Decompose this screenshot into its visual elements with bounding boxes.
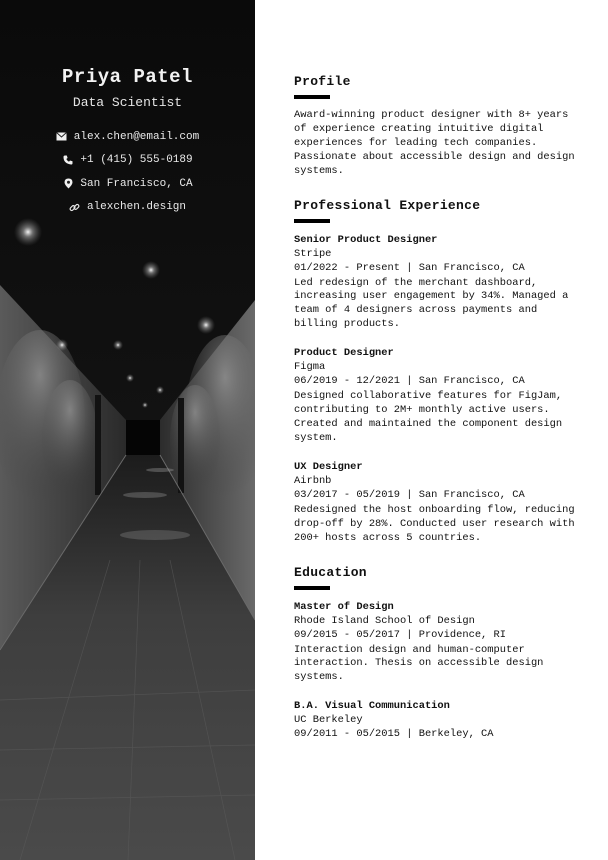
link-icon — [69, 201, 81, 213]
job-role: Product Designer — [294, 347, 394, 360]
education-section — [294, 565, 579, 743]
contact-website[interactable] — [0, 196, 255, 220]
job-description: Redesigned the host onboarding flow, reducing drop-off by 28%. Conducted user research with 200+ hosts across 5 countries. — [294, 503, 575, 544]
job-dates-location: 03/2017 - 05/2019 | San Francisco, CA — [294, 488, 525, 501]
contact-location-text: San Francisco, CA — [80, 177, 193, 190]
contact-phone-text: +1 (415) 555-0189 — [80, 154, 193, 167]
contact-website-text: alexchen.design — [86, 201, 187, 214]
experience-entry — [294, 346, 579, 446]
job-title: Data Scientist — [72, 95, 183, 110]
job-dates-location: 01/2022 - Present | San Francisco, CA — [294, 261, 525, 274]
experience-entry — [294, 233, 579, 333]
phone-icon — [62, 154, 74, 166]
contact-email[interactable] — [0, 125, 255, 149]
experience-section — [294, 198, 579, 546]
education-entry — [294, 699, 579, 742]
school-name: Rhode Island School of Design — [294, 614, 475, 627]
company-name: Airbnb — [294, 474, 332, 487]
heading-underline — [294, 95, 330, 99]
job-description: Designed collaborative features for FigJam, contributing to 2M+ monthly active users. Created and maintained the component design system. — [294, 390, 563, 444]
job-role: UX Designer — [294, 460, 363, 473]
education-description: Interaction design and human-computer interaction. Thesis on accessible design systems. — [294, 643, 544, 684]
contact-location — [0, 172, 255, 196]
experience-entry — [294, 460, 579, 546]
job-role: Senior Product Designer — [294, 233, 438, 246]
experience-heading: Professional Experience — [294, 197, 481, 213]
contact-list — [0, 125, 255, 219]
sidebar — [0, 0, 255, 860]
education-heading: Education — [294, 564, 367, 580]
degree-name: Master of Design — [294, 600, 394, 613]
job-description: Led redesign of the merchant dashboard, increasing user engagement by 34%. Managed a team of 4 designers across payments and billing products. — [294, 276, 569, 331]
sidebar-header — [0, 66, 255, 219]
contact-phone[interactable] — [0, 149, 255, 173]
education-dates-location: 09/2015 - 05/2017 | Providence, RI — [294, 628, 507, 641]
main-content — [294, 74, 579, 761]
company-name: Stripe — [294, 247, 332, 260]
company-name: Figma — [294, 361, 326, 374]
education-entry — [294, 600, 579, 686]
person-name: Priya Patel — [62, 66, 193, 88]
profile-section — [294, 74, 579, 179]
heading-underline — [294, 586, 330, 590]
envelope-icon — [56, 131, 68, 143]
location-pin-icon — [62, 178, 74, 190]
degree-name: B.A. Visual Communication — [294, 700, 450, 713]
profile-heading: Profile — [294, 74, 351, 89]
education-dates-location: 09/2011 - 05/2015 | Berkeley, CA — [294, 728, 494, 741]
job-dates-location: 06/2019 - 12/2021 | San Francisco, CA — [294, 375, 525, 388]
school-name: UC Berkeley — [294, 714, 363, 727]
profile-summary: Award-winning product designer with 8+ years of experience creating intuitive digital experiences for leading tech companies. Passionate about accessible design and design systems. — [294, 109, 575, 177]
heading-underline — [294, 219, 330, 223]
contact-email-text: alex.chen@email.com — [73, 130, 200, 143]
